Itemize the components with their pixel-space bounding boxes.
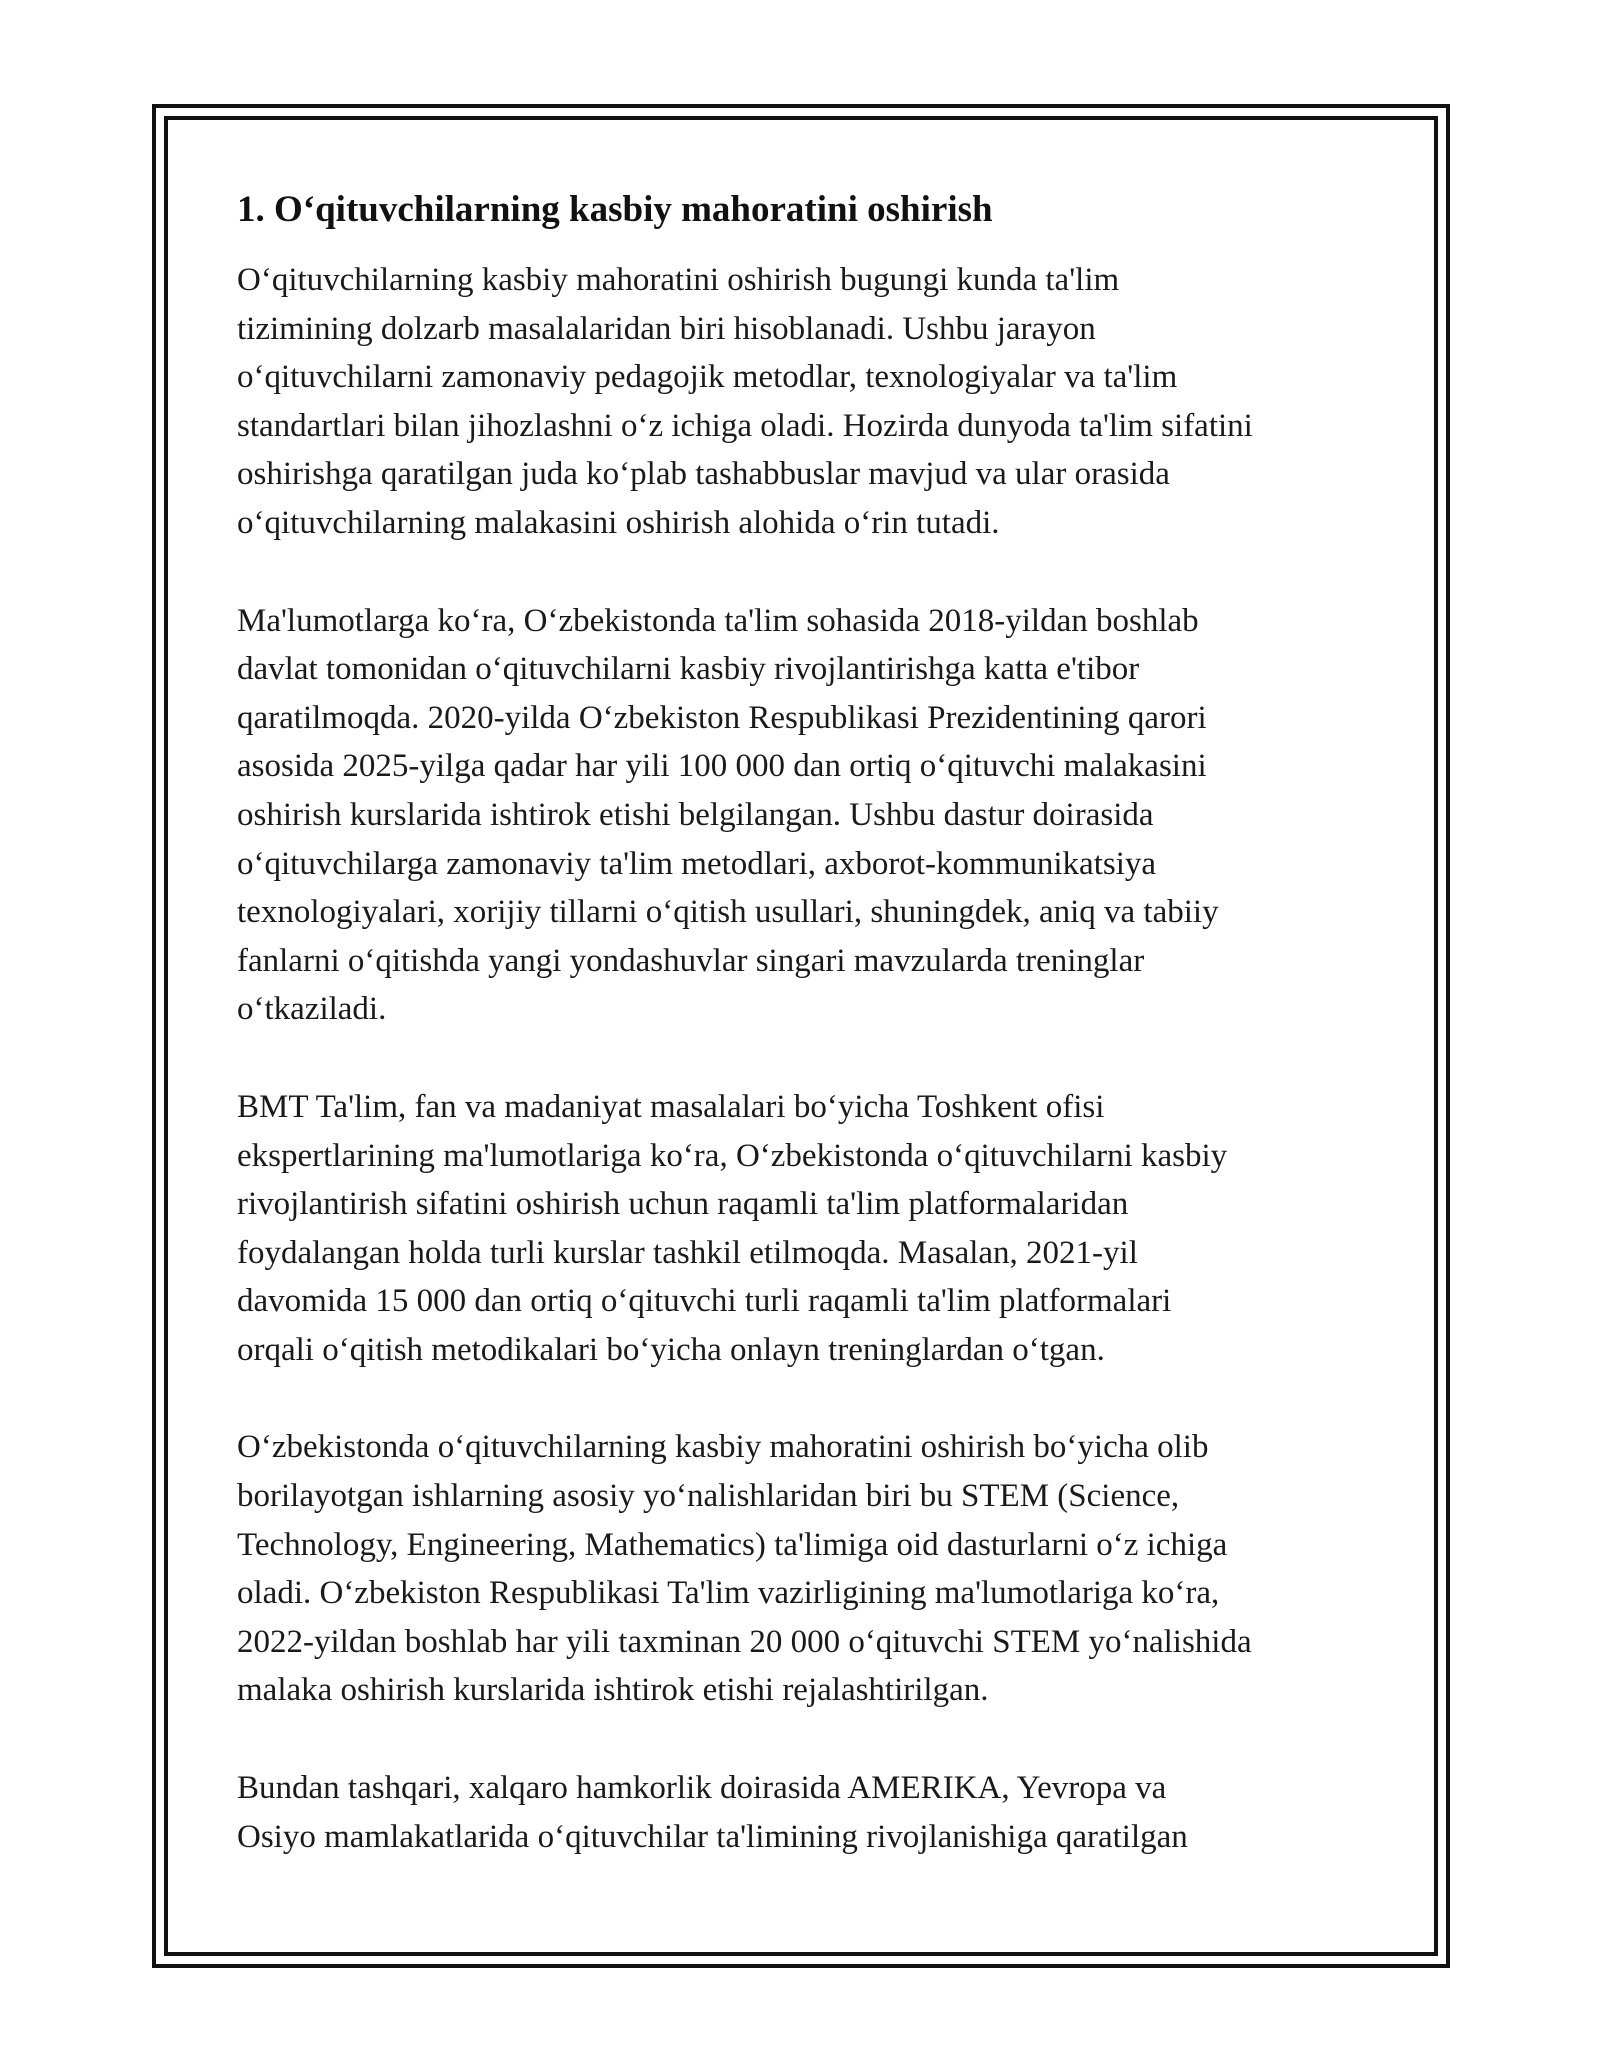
- text-line: texnologiyalari, xorijiy tillarni o‘qitish usullari, shuningdek, aniq va tabiiy: [237, 894, 1219, 931]
- text-line: Technology, Engineering, Mathematics) ta'limiga oid dasturlarni o‘z ichiga: [237, 1526, 1228, 1563]
- text-line: o‘qituvchilarga zamonaviy ta'lim metodlari, axborot-kommunikatsiya: [237, 845, 1157, 882]
- text-line: standartlari bilan jihozlashni o‘z ichiga oladi. Hozirda dunyoda ta'lim sifatini: [237, 407, 1253, 444]
- text-line: 2022-yildan boshlab har yili taxminan 20 000 o‘qituvchi STEM yo‘nalishida: [237, 1623, 1252, 1660]
- paragraph-5: [237, 1764, 1367, 1861]
- text-line: davomida 15 000 dan ortiq o‘qituvchi turli raqamli ta'lim platformalari: [237, 1283, 1172, 1320]
- text-line: oladi. O‘zbekiston Respublikasi Ta'lim vazirligining ma'lumotlariga ko‘ra,: [237, 1575, 1220, 1612]
- text-line: o‘qituvchilarning malakasini oshirish alohida o‘rin tutadi.: [237, 504, 1000, 541]
- text-line: oshirishga qaratilgan juda ko‘plab tashabbuslar mavjud va ular orasida: [237, 456, 1170, 493]
- text-line: Osiyo mamlakatlarida o‘qituvchilar ta'limining rivojlanishiga qaratilgan: [237, 1818, 1188, 1855]
- text-line: Ma'lumotlarga ko‘ra, O‘zbekistonda ta'lim sohasida 2018-yildan boshlab: [237, 602, 1199, 639]
- text-line: O‘qituvchilarning kasbiy mahoratini oshirish bugungi kunda ta'lim: [237, 262, 1120, 298]
- text-line: borilayotgan ishlarning asosiy yo‘nalishlaridan biri bu STEM (Science,: [237, 1478, 1180, 1515]
- paragraph-3: [237, 1083, 1367, 1375]
- text-line: BMT Ta'lim, fan va madaniyat masalalari bo‘yicha Toshkent ofisi: [237, 1088, 1105, 1125]
- text-line: o‘qituvchilarni zamonaviy pedagojik metodlar, texnologiyalar va ta'lim: [237, 359, 1178, 396]
- section-title: 1. O‘qituvchilarning kasbiy mahoratini oshirish: [237, 189, 993, 230]
- text-line: asosida 2025-yilga qadar har yili 100 000 dan ortiq o‘qituvchi malakasini: [237, 748, 1207, 785]
- text-line: ekspertlarining ma'lumotlariga ko‘ra, O‘zbekistonda o‘qituvchilarni kasbiy: [237, 1137, 1228, 1174]
- text-line: fanlarni o‘qitishda yangi yondashuvlar singari mavzularda treninglar: [237, 942, 1145, 979]
- text-line: tizimining dolzarb masalalaridan biri hisoblanadi. Ushbu jarayon: [237, 310, 1096, 347]
- text-line: davlat tomonidan o‘qituvchilarni kasbiy rivojlantirishga katta e'tibor: [237, 651, 1140, 688]
- text-line: Bundan tashqari, xalqaro hamkorlik doirasida AMERIKA, Yevropa va: [237, 1770, 1167, 1807]
- document-body: [237, 186, 1367, 1910]
- text-line: o‘tkaziladi.: [237, 991, 387, 1028]
- paragraph-2: [237, 597, 1367, 1034]
- text-line: O‘zbekistonda o‘qituvchilarning kasbiy mahoratini oshirish bo‘yicha olib: [237, 1429, 1209, 1466]
- text-line: orqali o‘qitish metodikalari bo‘yicha onlayn treninglardan o‘tgan.: [237, 1331, 1105, 1368]
- text-line: rivojlantirish sifatini oshirish uchun raqamli ta'lim platformalaridan: [237, 1186, 1129, 1223]
- paragraph-1: [237, 256, 1367, 548]
- paragraph-4: [237, 1423, 1367, 1715]
- text-line: qaratilmoqda. 2020-yilda O‘zbekiston Respublikasi Prezidentining qarori: [237, 699, 1207, 736]
- text-line: malaka oshirish kurslarida ishtirok etishi rejalashtirilgan.: [237, 1672, 989, 1709]
- text-line: oshirish kurslarida ishtirok etishi belgilangan. Ushbu dastur doirasida: [237, 796, 1154, 833]
- text-line: foydalangan holda turli kurslar tashkil etilmoqda. Masalan, 2021-yil: [237, 1234, 1138, 1271]
